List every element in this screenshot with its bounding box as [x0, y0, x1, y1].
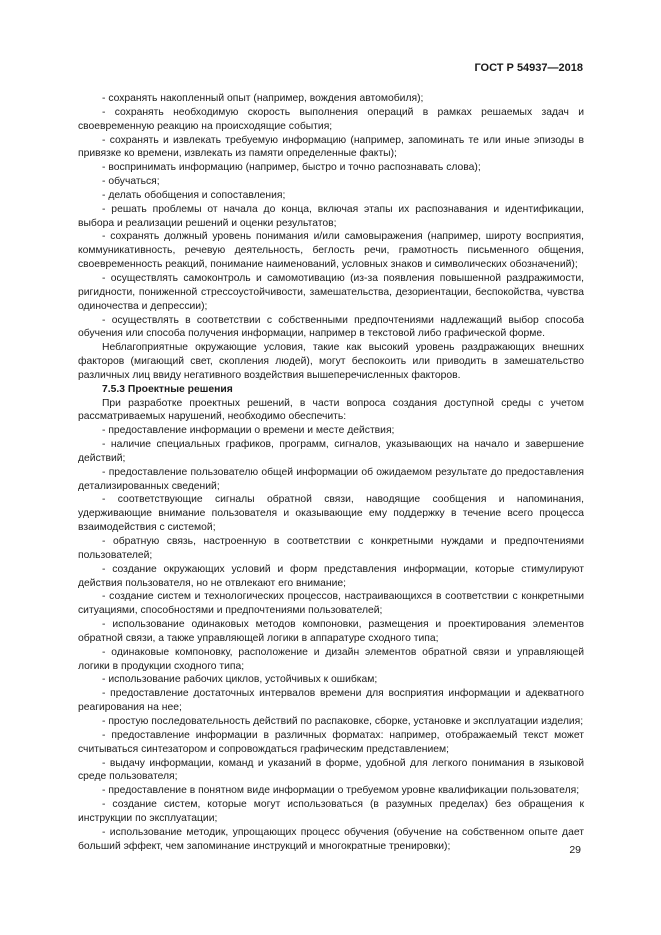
list-item: - наличие специальных графиков, программ, сигналов, указывающих на начало и завершение действий;	[78, 439, 584, 464]
list-item: - предоставление информации в различных форматах: например, отображаемый текст может считываться синтезатором и сопровождаться графическим представлением;	[78, 729, 584, 755]
list-item: - обратную связь, настроенную в соответствии с конкретными нуждами и предпочтениями пользователей;	[78, 536, 584, 561]
design-requirements-list	[78, 424, 584, 853]
list-item: - создание окружающих условий и форм представления информации, которые стимулируют действия пользователя, но не отвлекают его внимание;	[78, 563, 584, 589]
document-header: ГОСТ Р 54937—2018	[474, 62, 583, 74]
list-item: - соответствующие сигналы обратной связи, наводящие сообщения и напоминания, удерживающие внимание пользователя и оказывающие ему поддержку в течение всего процесса взаимодействия с системой;	[78, 494, 584, 534]
list-item: - сохранять должный уровень понимания и/или самовыражения (например, широту восприятия, коммуникативность, речевую деятельность, беглость речи, грамотность письменного общения, своевременность реакций, понимание наименований, условных знаков и символических обозначений);	[78, 231, 584, 271]
list-item: - предоставление пользователю общей информации об ожидаемом результате до предоставления детализированных сведений;	[78, 466, 584, 492]
list-item: - создание систем и технологических процессов, настраивающихся в соответствии с конкретными ситуациями, способностями и предпочтениями пользователей;	[78, 591, 584, 617]
list-item: - использование одинаковых методов компоновки, размещения и проектирования элементов обратной связи, а также управляющей логики в аппаратуре сходного типа;	[78, 619, 584, 644]
list-item: - использование рабочих циклов, устойчивых к ошибкам;	[102, 674, 378, 686]
list-item: - простую последовательность действий по распаковке, сборке, установке и эксплуатации изделия;	[102, 715, 584, 727]
list-item: - делать обобщения и сопоставления;	[102, 189, 286, 201]
list-item: - одинаковые компоновку, расположение и дизайн элементов обратной связи и управляющей логики в продукции сходного типа;	[78, 646, 584, 672]
list-item: - сохранять накопленный опыт (например, вождения автомобиля);	[102, 93, 424, 104]
paragraph-unfavorable-conditions: Неблагоприятные окружающие условия, такие как высокий уровень раздражающих внешних факторов (мигающий свет, скопления людей), могут беспокоить или приводить в замешательство различных лиц ввиду негативного воздействия вышеперечисленных факторов.	[78, 342, 584, 381]
list-item: - сохранять необходимую скорость выполнения операций в рамках решаемых задач и своевременную реакцию на происходящие события;	[78, 106, 584, 132]
list-item: - предоставление информации о времени и месте действия;	[102, 425, 395, 437]
page-body	[78, 92, 584, 853]
list-item: - решать проблемы от начала до конца, включая этапы их распознавания и идентификации, выбора и реализации решений и оценки результатов;	[78, 203, 584, 229]
list-item: - создание систем, которые могут использоваться (в разумных пределах) без обращения к инструкции по эксплуатации;	[78, 799, 584, 824]
section-intro: При разработке проектных решений, в части вопроса создания доступной среды с учетом рассматриваемых нарушений, необходимо обеспечить:	[78, 397, 584, 423]
list-item: - осуществлять самоконтроль и самомотивацию (из-за появления повышенной раздражимости, ригидности, пониженной стрессоустойчивости, замешательства, дезориентации, беспокойства, чувства одиночества и депрессии);	[78, 272, 584, 312]
capabilities-list	[78, 92, 584, 341]
list-item: - осуществлять в соответствии с собственными предпочтениями надлежащий выбор способа обучения или способа получения информации, например в текстовой либо графической форме.	[78, 314, 584, 340]
section-heading: 7.5.3 Проектные решения	[102, 383, 233, 395]
list-item: - предоставление достаточных интервалов времени для восприятия информации и адекватного реагирования на нее;	[78, 688, 584, 714]
list-item: - воспринимать информацию (например, быстро и точно распознавать слова);	[102, 162, 481, 174]
page-number: 29	[569, 844, 581, 856]
list-item: - предоставление в понятном виде информации о требуемом уровне квалификации пользователя;	[102, 785, 580, 797]
list-item: - выдачу информации, команд и указаний в форме, удобной для легкого понимания в языковой среде пользователя;	[78, 757, 584, 783]
list-item: - сохранять и извлекать требуемую информацию (например, запоминать те или иные эпизоды в привязке ко времени, извлекать из памяти определенные факты);	[78, 134, 584, 160]
list-item: - использование методик, упрощающих процесс обучения (обучение на собственном опыте дает больший эффект, чем запоминание инструкций и многократные тренировки);	[78, 826, 584, 852]
list-item: - обучаться;	[102, 176, 160, 188]
